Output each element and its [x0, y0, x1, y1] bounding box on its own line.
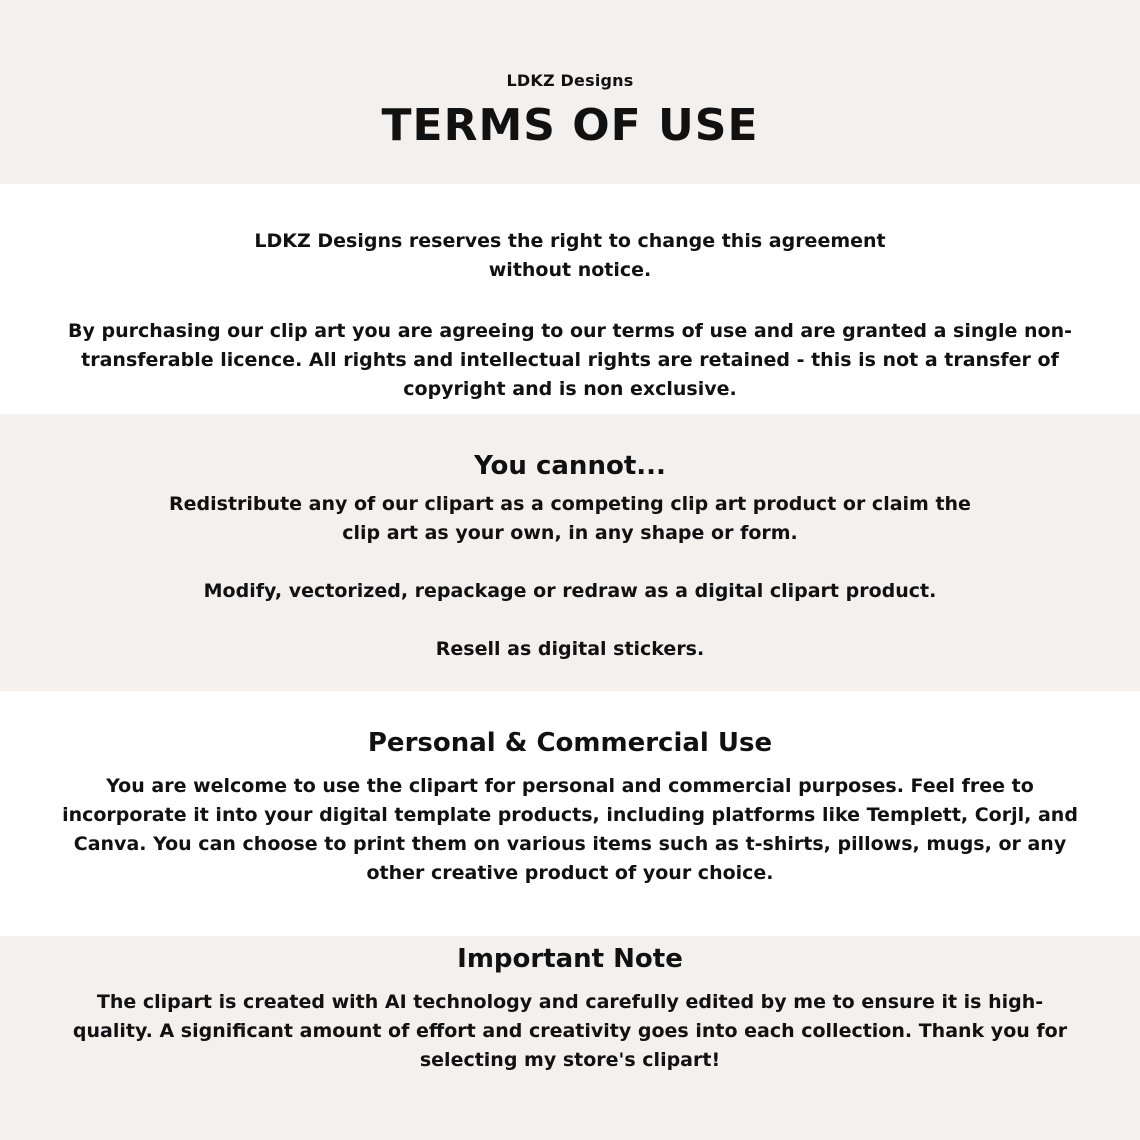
personal-commercial-section: [0, 691, 1140, 936]
usage-line: incorporate it into your digital template products, including platforms like Templett, Corjl, and: [62, 804, 1078, 826]
notice-line: LDKZ Designs reserves the right to change this agreement: [254, 230, 886, 252]
usage-line: You are welcome to use the clipart for personal and commercial purposes. Feel free to: [106, 775, 1034, 797]
section-title-important-note: Important Note: [457, 944, 683, 974]
note-paragraph: [0, 988, 1140, 1075]
usage-paragraph: [0, 772, 1140, 888]
notice-line: without notice.: [488, 259, 652, 281]
restriction-line: Redistribute any of our clipart as a competing clip art product or claim the: [169, 493, 971, 515]
licence-line: transferable licence. All rights and intellectual rights are retained - this is not a transfer of: [81, 349, 1059, 371]
licence-line: By purchasing our clip art you are agreeing to our terms of use and are granted a single non-: [68, 320, 1072, 342]
agreement-notice: [0, 227, 1140, 285]
section-title-you-cannot: You cannot...: [474, 451, 666, 481]
licence-paragraph: [0, 317, 1140, 404]
note-line: selecting my store's clipart!: [419, 1049, 721, 1071]
important-note-section: [0, 936, 1140, 1140]
note-line: quality. A significant amount of effort and creativity goes into each collection. Thank you for: [72, 1020, 1068, 1042]
you-cannot-section: [0, 414, 1140, 691]
usage-line: Canva. You can choose to print them on various items such as t-shirts, pillows, mugs, or any: [73, 833, 1067, 855]
restriction-modify: Modify, vectorized, repackage or redraw as a digital clipart product.: [203, 580, 937, 602]
restriction-redistribute: [0, 490, 1140, 548]
restriction-line: clip art as your own, in any shape or form.: [342, 522, 798, 544]
restriction-resell: Resell as digital stickers.: [435, 638, 705, 660]
licence-line: copyright and is non exclusive.: [403, 378, 737, 400]
section-title-personal-commercial: Personal & Commercial Use: [367, 728, 773, 758]
header-band: [0, 0, 1140, 184]
usage-line: other creative product of your choice.: [366, 862, 774, 884]
intro-section: [0, 184, 1140, 414]
brand-name: LDKZ Designs: [506, 71, 634, 90]
note-line: The clipart is created with AI technology and carefully edited by me to ensure it is high-: [96, 991, 1044, 1013]
page-title: TERMS OF USE: [381, 100, 759, 151]
